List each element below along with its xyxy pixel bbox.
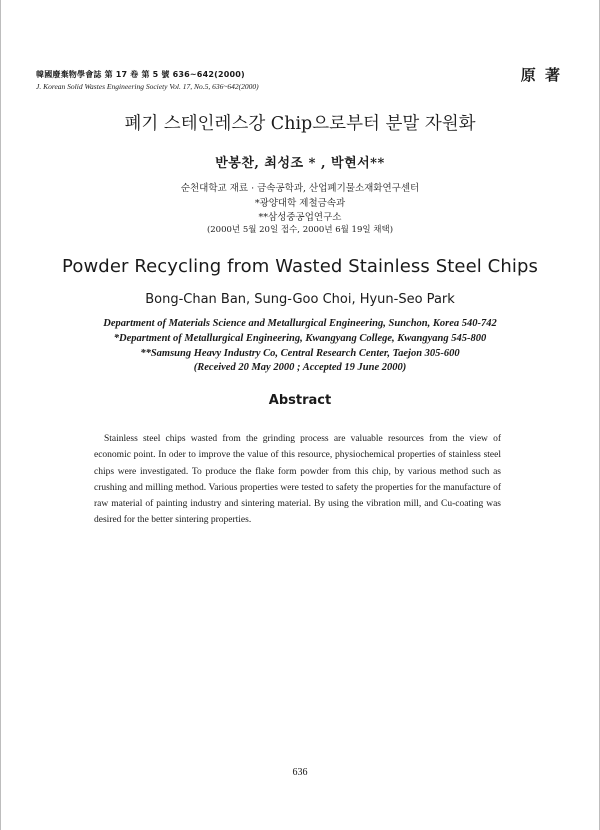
abstract-heading: Abstract xyxy=(268,393,332,408)
english-affiliation: Department of Materials Science and Metallurgical Engineering, Sunchon, Korea 540-742 xyxy=(103,318,497,329)
english-dates: (Received 20 May 2000 ; Accepted 19 June 2000) xyxy=(193,362,407,373)
section-tag: 原 著 xyxy=(520,66,562,84)
abstract-text: Stainless steel chips wasted from the grinding process are valuable resources from the view of economic point. In oder to improve the value of this resource, physiochemical properties of stainless steel chips were investigated. To produce the flake form powder from this chip, by various method such as crushing and milling method. Various properties were tested to safety the properties for the manufacture of raw material of painting industry and sintering material. By using the vibration mill, and Cu-coating was desired for the better sintering properties. xyxy=(94,434,501,526)
korean-affiliation: 순천대학교 재료 · 금속공학과, 산업폐기물소재화연구센터 xyxy=(180,183,420,194)
journal-citation-english: J. Korean Solid Wastes Engineering Society Vol. 17, No.5, 636~642(2000) xyxy=(36,82,259,91)
english-affiliation: *Department of Metallurgical Engineering, Kwangyang College, Kwangyang 545-800 xyxy=(113,333,487,344)
english-title: Powder Recycling from Wasted Stainless Steel Chips xyxy=(62,256,538,277)
page-number: 636 xyxy=(292,767,308,778)
korean-affiliation: *광양대학 제철금속과 xyxy=(254,198,346,209)
journal-citation-korean: 韓國廢棄物學會誌 第 17 卷 第 5 號 636~642(2000) xyxy=(36,70,245,79)
korean-affiliation: **삼성중공업연구소 xyxy=(258,212,342,223)
english-authors: Bong-Chan Ban, Sung-Goo Choi, Hyun-Seo Park xyxy=(145,292,455,307)
korean-authors: 반봉찬, 최성조 * , 박현서** xyxy=(215,156,385,171)
korean-title: 폐기 스테인레스강 Chip으로부터 분말 자원화 xyxy=(124,114,476,134)
korean-dates: (2000년 5월 20일 접수, 2000년 6월 19일 채택) xyxy=(206,225,394,235)
english-affiliation: **Samsung Heavy Industry Co, Central Research Center, Taejon 305-600 xyxy=(140,348,460,359)
